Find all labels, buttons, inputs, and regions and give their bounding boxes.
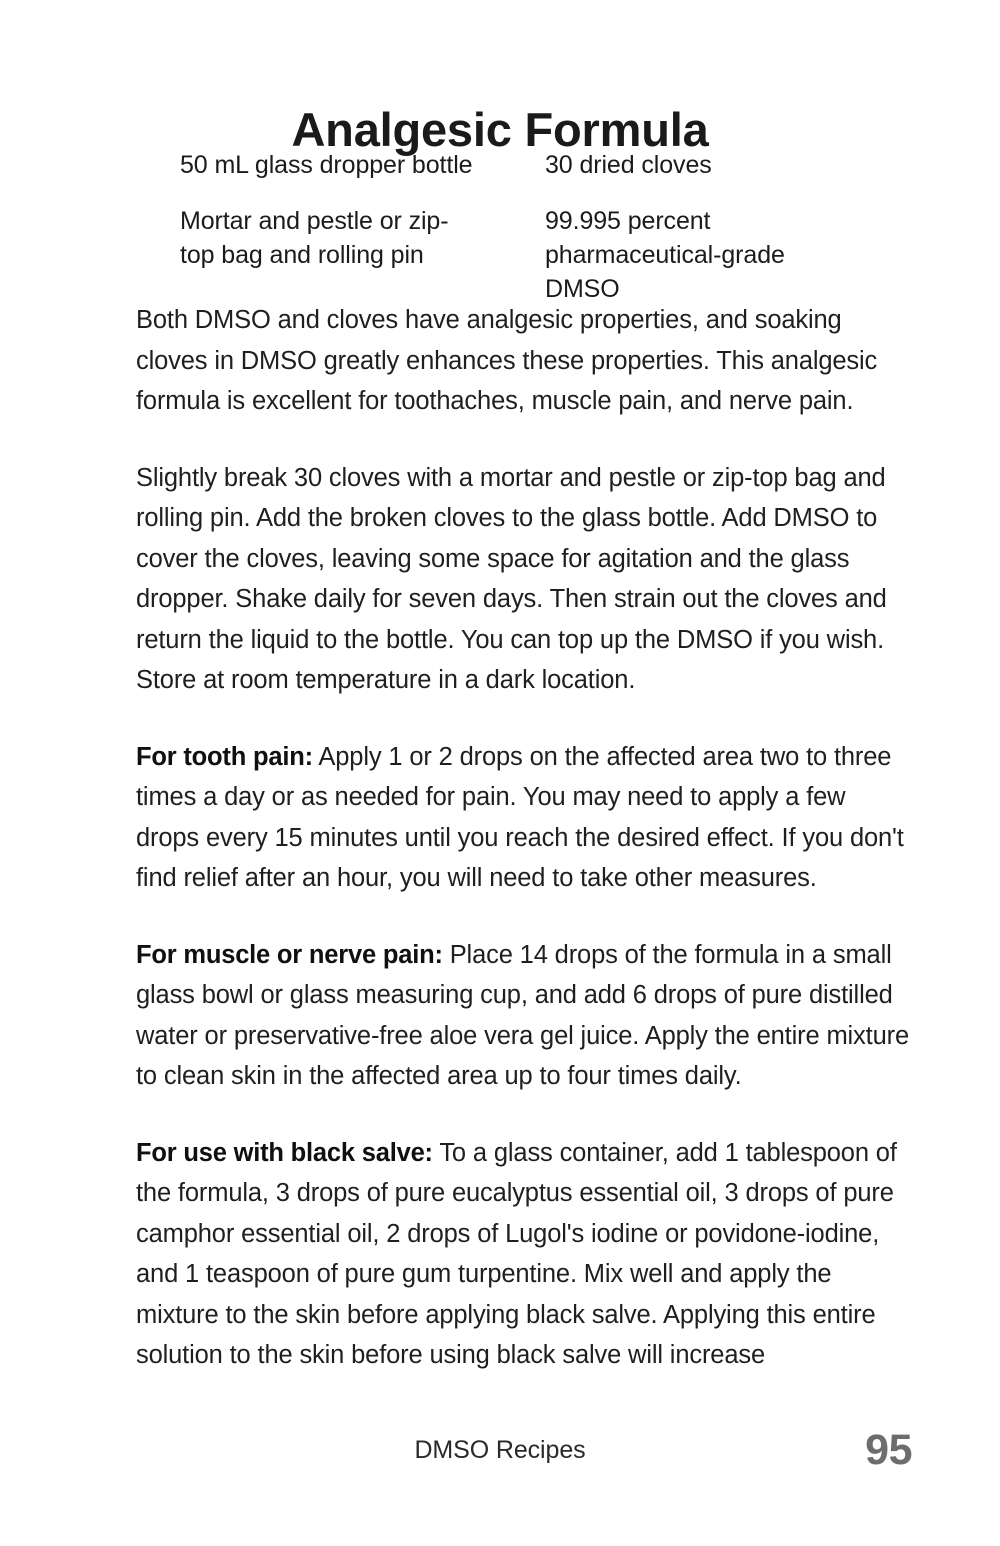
run-in-heading-tooth-pain: For tooth pain: xyxy=(136,742,313,771)
paragraph-text: Place 14 drops of the formula in a small glass bowl or glass measuring cup, and add 6 drops of pure distilled water or preservative-free aloe vera gel juice. Apply the entire mixture to clean skin in the affected area up to four times daily. xyxy=(136,940,909,1090)
body-text xyxy=(136,300,912,1376)
page-title: Analgesic Formula xyxy=(291,103,709,157)
page-number: 95 xyxy=(865,1426,912,1474)
paragraph-text: Apply 1 or 2 drops on the affected area two to three times a day or as needed for pain. You may need to apply a few drops every 15 minutes until you reach the desired effect. If you don't find relief after an hour, you will need to take other measures. xyxy=(136,742,904,892)
run-in-heading-black-salve: For use with black salve: xyxy=(136,1138,433,1167)
page-footer xyxy=(0,1426,1000,1492)
running-head: DMSO Recipes xyxy=(414,1436,586,1464)
paragraph-black-salve xyxy=(136,1133,912,1376)
run-in-heading-muscle-nerve-pain: For muscle or nerve pain: xyxy=(136,940,443,969)
paragraph-text: To a glass container, add 1 tablespoon of the formula, 3 drops of pure eucalyptus essential oil, 3 drops of pure camphor essential oil, 2 drops of Lugol's iodine or povidone-iodine, and 1 teaspoon of pure gum turpentine. Mix well and apply the mixture to the skin before applying black salve. Applying this entire solution to the skin before using black salve will increase xyxy=(136,1138,897,1369)
paragraph-preparation xyxy=(136,458,912,701)
ingredient-item: 30 dried cloves xyxy=(545,151,712,179)
paragraph-text: Both DMSO and cloves have analgesic properties, and soaking cloves in DMSO greatly enhances these properties. This analgesic formula is excellent for toothaches, muscle pain, and nerve pain. xyxy=(136,306,878,415)
paragraph-text: Slightly break 30 cloves with a mortar and pestle or zip-top bag and rolling pin. Add the broken cloves to the glass bottle. Add DMSO to cover the cloves, leaving some space for agitation and the glass dropper. Shake daily for seven days. Then strain out the cloves and return the liquid to the bottle. You can top up the DMSO if you wish. Store at room temperature in a dark location. xyxy=(136,463,887,694)
paragraph-intro xyxy=(136,300,912,422)
ingredient-item: Mortar and pestle or zip-top bag and rolling pin xyxy=(180,207,449,269)
paragraph-muscle-nerve-pain xyxy=(136,935,912,1097)
ingredient-item: 50 mL glass dropper bottle xyxy=(180,151,473,179)
ingredient-item: 99.995 percent pharmaceutical-grade DMSO xyxy=(545,207,785,303)
paragraph-tooth-pain xyxy=(136,737,912,899)
